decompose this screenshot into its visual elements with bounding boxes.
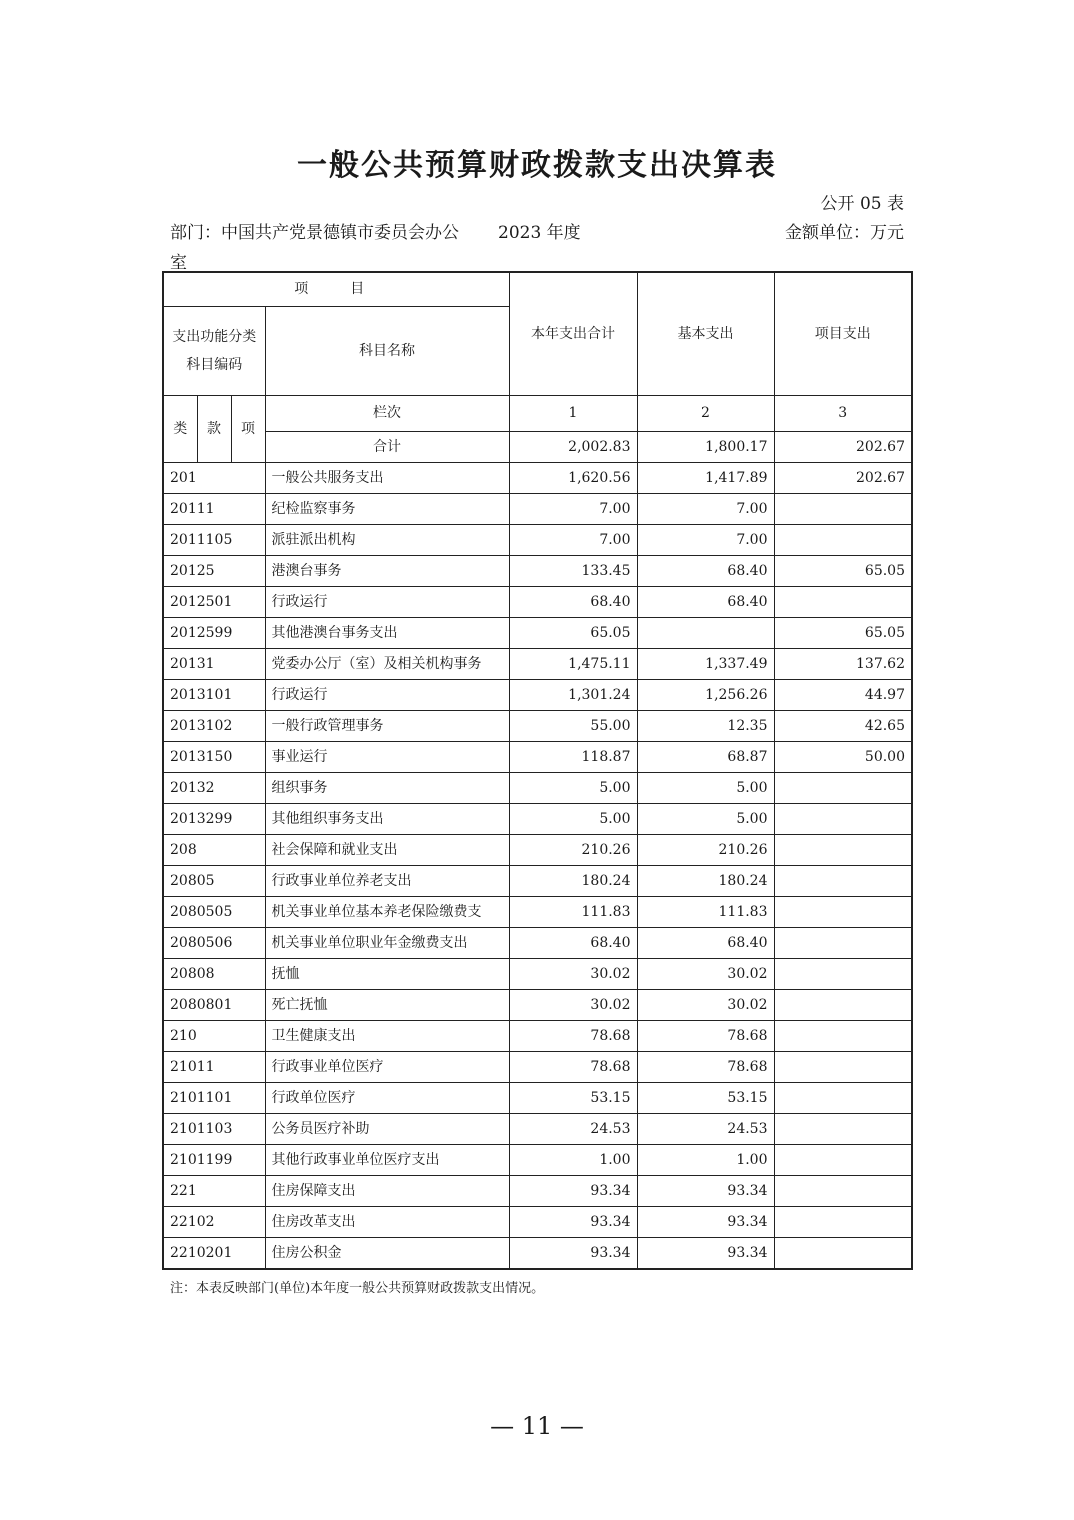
budget-table bbox=[162, 271, 913, 1270]
header-col-basic: 基本支出 bbox=[637, 272, 774, 396]
header-item: 项 目 bbox=[163, 272, 509, 307]
row-name: 派驻派出机构 bbox=[265, 525, 509, 556]
total-label: 合计 bbox=[265, 432, 509, 463]
row-name: 行政运行 bbox=[265, 680, 509, 711]
table-row bbox=[163, 556, 912, 587]
header-xiang: 项 bbox=[231, 396, 265, 463]
row-name: 党委办公厅（室）及相关机构事务 bbox=[265, 649, 509, 680]
row-code: 2013150 bbox=[163, 742, 265, 773]
row-code: 21011 bbox=[163, 1052, 265, 1083]
table-row bbox=[163, 959, 912, 990]
row-total: 111.83 bbox=[509, 897, 637, 928]
row-basic: 68.40 bbox=[637, 928, 774, 959]
row-name: 抚恤 bbox=[265, 959, 509, 990]
row-code: 2011105 bbox=[163, 525, 265, 556]
row-name: 住房改革支出 bbox=[265, 1207, 509, 1238]
row-project bbox=[774, 835, 912, 866]
row-basic: 24.53 bbox=[637, 1114, 774, 1145]
row-project: 42.65 bbox=[774, 711, 912, 742]
row-basic: 1,337.49 bbox=[637, 649, 774, 680]
row-project: 44.97 bbox=[774, 680, 912, 711]
row-code: 2013102 bbox=[163, 711, 265, 742]
row-name: 机关事业单位职业年金缴费支出 bbox=[265, 928, 509, 959]
row-name: 一般行政管理事务 bbox=[265, 711, 509, 742]
row-name: 事业运行 bbox=[265, 742, 509, 773]
row-basic: 111.83 bbox=[637, 897, 774, 928]
row-code: 2101199 bbox=[163, 1145, 265, 1176]
row-code: 2080505 bbox=[163, 897, 265, 928]
row-project bbox=[774, 866, 912, 897]
fiscal-year: 2023 年度 bbox=[498, 223, 581, 243]
header-n2: 2 bbox=[637, 396, 774, 432]
total-project: 202.67 bbox=[774, 432, 912, 463]
row-name: 行政事业单位养老支出 bbox=[265, 866, 509, 897]
row-project: 202.67 bbox=[774, 463, 912, 494]
row-project: 65.05 bbox=[774, 556, 912, 587]
row-code: 2101101 bbox=[163, 1083, 265, 1114]
table-row bbox=[163, 1176, 912, 1207]
row-code: 208 bbox=[163, 835, 265, 866]
row-name: 社会保障和就业支出 bbox=[265, 835, 509, 866]
table-row bbox=[163, 1145, 912, 1176]
row-total: 1,620.56 bbox=[509, 463, 637, 494]
row-name: 行政单位医疗 bbox=[265, 1083, 509, 1114]
row-basic: 93.34 bbox=[637, 1238, 774, 1270]
row-total: 180.24 bbox=[509, 866, 637, 897]
row-code: 221 bbox=[163, 1176, 265, 1207]
row-project bbox=[774, 897, 912, 928]
header-col-project: 项目支出 bbox=[774, 272, 912, 396]
table-row bbox=[163, 1207, 912, 1238]
row-basic: 68.40 bbox=[637, 587, 774, 618]
header-name: 科目名称 bbox=[265, 307, 509, 396]
row-name: 卫生健康支出 bbox=[265, 1021, 509, 1052]
table-row bbox=[163, 742, 912, 773]
row-basic: 1,256.26 bbox=[637, 680, 774, 711]
row-total: 1,301.24 bbox=[509, 680, 637, 711]
row-code: 20132 bbox=[163, 773, 265, 804]
row-code: 20131 bbox=[163, 649, 265, 680]
row-total: 1,475.11 bbox=[509, 649, 637, 680]
row-total: 55.00 bbox=[509, 711, 637, 742]
row-total: 68.40 bbox=[509, 587, 637, 618]
table-row bbox=[163, 587, 912, 618]
row-basic: 5.00 bbox=[637, 773, 774, 804]
row-code: 20111 bbox=[163, 494, 265, 525]
page-number: — 11 — bbox=[490, 1412, 584, 1440]
row-code: 201 bbox=[163, 463, 265, 494]
row-code: 20805 bbox=[163, 866, 265, 897]
row-project bbox=[774, 959, 912, 990]
row-name: 其他组织事务支出 bbox=[265, 804, 509, 835]
header-n1: 1 bbox=[509, 396, 637, 432]
row-total: 65.05 bbox=[509, 618, 637, 649]
row-name: 纪检监察事务 bbox=[265, 494, 509, 525]
row-project bbox=[774, 1052, 912, 1083]
table-row bbox=[163, 1114, 912, 1145]
row-name: 组织事务 bbox=[265, 773, 509, 804]
row-basic: 53.15 bbox=[637, 1083, 774, 1114]
row-project: 50.00 bbox=[774, 742, 912, 773]
table-row bbox=[163, 1083, 912, 1114]
row-name: 行政事业单位医疗 bbox=[265, 1052, 509, 1083]
row-code: 2080506 bbox=[163, 928, 265, 959]
row-name: 死亡抚恤 bbox=[265, 990, 509, 1021]
table-row bbox=[163, 680, 912, 711]
row-basic: 30.02 bbox=[637, 990, 774, 1021]
row-total: 118.87 bbox=[509, 742, 637, 773]
header-row-lanci bbox=[163, 396, 912, 432]
row-total: 78.68 bbox=[509, 1052, 637, 1083]
row-project bbox=[774, 1083, 912, 1114]
row-total: 7.00 bbox=[509, 525, 637, 556]
row-project bbox=[774, 928, 912, 959]
total-basic: 1,800.17 bbox=[637, 432, 774, 463]
header-n3: 3 bbox=[774, 396, 912, 432]
header-row-item bbox=[163, 272, 912, 307]
row-project bbox=[774, 1238, 912, 1270]
row-project bbox=[774, 525, 912, 556]
table-row bbox=[163, 804, 912, 835]
row-project bbox=[774, 804, 912, 835]
row-name: 一般公共服务支出 bbox=[265, 463, 509, 494]
table-row bbox=[163, 773, 912, 804]
row-basic: 7.00 bbox=[637, 494, 774, 525]
row-total: 24.53 bbox=[509, 1114, 637, 1145]
row-project: 65.05 bbox=[774, 618, 912, 649]
row-code: 2210201 bbox=[163, 1238, 265, 1270]
row-code: 2013299 bbox=[163, 804, 265, 835]
row-project bbox=[774, 990, 912, 1021]
row-name: 公务员医疗补助 bbox=[265, 1114, 509, 1145]
table-row bbox=[163, 649, 912, 680]
row-code: 2013101 bbox=[163, 680, 265, 711]
table-row bbox=[163, 711, 912, 742]
page-title: 一般公共预算财政拨款支出决算表 bbox=[297, 148, 777, 183]
row-project bbox=[774, 1207, 912, 1238]
row-total: 1.00 bbox=[509, 1145, 637, 1176]
row-total: 93.34 bbox=[509, 1176, 637, 1207]
row-name: 机关事业单位基本养老保险缴费支 bbox=[265, 897, 509, 928]
total-row bbox=[163, 432, 912, 463]
row-basic: 5.00 bbox=[637, 804, 774, 835]
row-basic: 93.34 bbox=[637, 1207, 774, 1238]
header-kuan: 款 bbox=[197, 396, 231, 463]
table-row bbox=[163, 463, 912, 494]
row-project bbox=[774, 494, 912, 525]
table-row bbox=[163, 1052, 912, 1083]
row-basic: 180.24 bbox=[637, 866, 774, 897]
row-code: 2012599 bbox=[163, 618, 265, 649]
row-total: 30.02 bbox=[509, 959, 637, 990]
row-basic: 210.26 bbox=[637, 835, 774, 866]
row-project bbox=[774, 1145, 912, 1176]
row-basic: 30.02 bbox=[637, 959, 774, 990]
row-project bbox=[774, 1021, 912, 1052]
row-basic: 1,417.89 bbox=[637, 463, 774, 494]
row-basic: 68.40 bbox=[637, 556, 774, 587]
row-code: 2101103 bbox=[163, 1114, 265, 1145]
header-code: 支出功能分类科目编码 bbox=[163, 307, 265, 396]
row-name: 其他港澳台事务支出 bbox=[265, 618, 509, 649]
row-total: 30.02 bbox=[509, 990, 637, 1021]
row-total: 210.26 bbox=[509, 835, 637, 866]
table-row bbox=[163, 990, 912, 1021]
table-row bbox=[163, 897, 912, 928]
row-project: 137.62 bbox=[774, 649, 912, 680]
row-total: 53.15 bbox=[509, 1083, 637, 1114]
row-total: 78.68 bbox=[509, 1021, 637, 1052]
row-project bbox=[774, 773, 912, 804]
row-project bbox=[774, 1114, 912, 1145]
row-basic: 7.00 bbox=[637, 525, 774, 556]
row-total: 68.40 bbox=[509, 928, 637, 959]
row-total: 7.00 bbox=[509, 494, 637, 525]
row-name: 行政运行 bbox=[265, 587, 509, 618]
row-code: 22102 bbox=[163, 1207, 265, 1238]
row-code: 2012501 bbox=[163, 587, 265, 618]
total-total: 2,002.83 bbox=[509, 432, 637, 463]
row-name: 港澳台事务 bbox=[265, 556, 509, 587]
table-row bbox=[163, 866, 912, 897]
row-basic: 1.00 bbox=[637, 1145, 774, 1176]
row-basic: 78.68 bbox=[637, 1052, 774, 1083]
row-total: 93.34 bbox=[509, 1238, 637, 1270]
table-note: 注：本表反映部门(单位)本年度一般公共预算财政拨款支出情况。 bbox=[170, 1281, 545, 1296]
department-label: 部门：中国共产党景德镇市委员会办公室 bbox=[170, 223, 459, 273]
table-row bbox=[163, 1021, 912, 1052]
row-project bbox=[774, 587, 912, 618]
amount-unit: 金额单位：万元 bbox=[785, 223, 904, 243]
table-row bbox=[163, 618, 912, 649]
table-row bbox=[163, 835, 912, 866]
table-row bbox=[163, 928, 912, 959]
row-basic: 68.87 bbox=[637, 742, 774, 773]
table-row bbox=[163, 1238, 912, 1270]
row-total: 133.45 bbox=[509, 556, 637, 587]
row-name: 其他行政事业单位医疗支出 bbox=[265, 1145, 509, 1176]
row-code: 20808 bbox=[163, 959, 265, 990]
row-total: 93.34 bbox=[509, 1207, 637, 1238]
table-row bbox=[163, 525, 912, 556]
row-total: 5.00 bbox=[509, 773, 637, 804]
row-code: 20125 bbox=[163, 556, 265, 587]
header-lei: 类 bbox=[163, 396, 197, 463]
row-code: 2080801 bbox=[163, 990, 265, 1021]
header-col-total: 本年支出合计 bbox=[509, 272, 637, 396]
row-basic: 93.34 bbox=[637, 1176, 774, 1207]
header-lanci: 栏次 bbox=[265, 396, 509, 432]
row-name: 住房公积金 bbox=[265, 1238, 509, 1270]
row-basic bbox=[637, 618, 774, 649]
table-row bbox=[163, 494, 912, 525]
row-name: 住房保障支出 bbox=[265, 1176, 509, 1207]
row-basic: 78.68 bbox=[637, 1021, 774, 1052]
table-number: 公开 05 表 bbox=[820, 194, 904, 214]
row-project bbox=[774, 1176, 912, 1207]
row-total: 5.00 bbox=[509, 804, 637, 835]
row-basic: 12.35 bbox=[637, 711, 774, 742]
row-code: 210 bbox=[163, 1021, 265, 1052]
